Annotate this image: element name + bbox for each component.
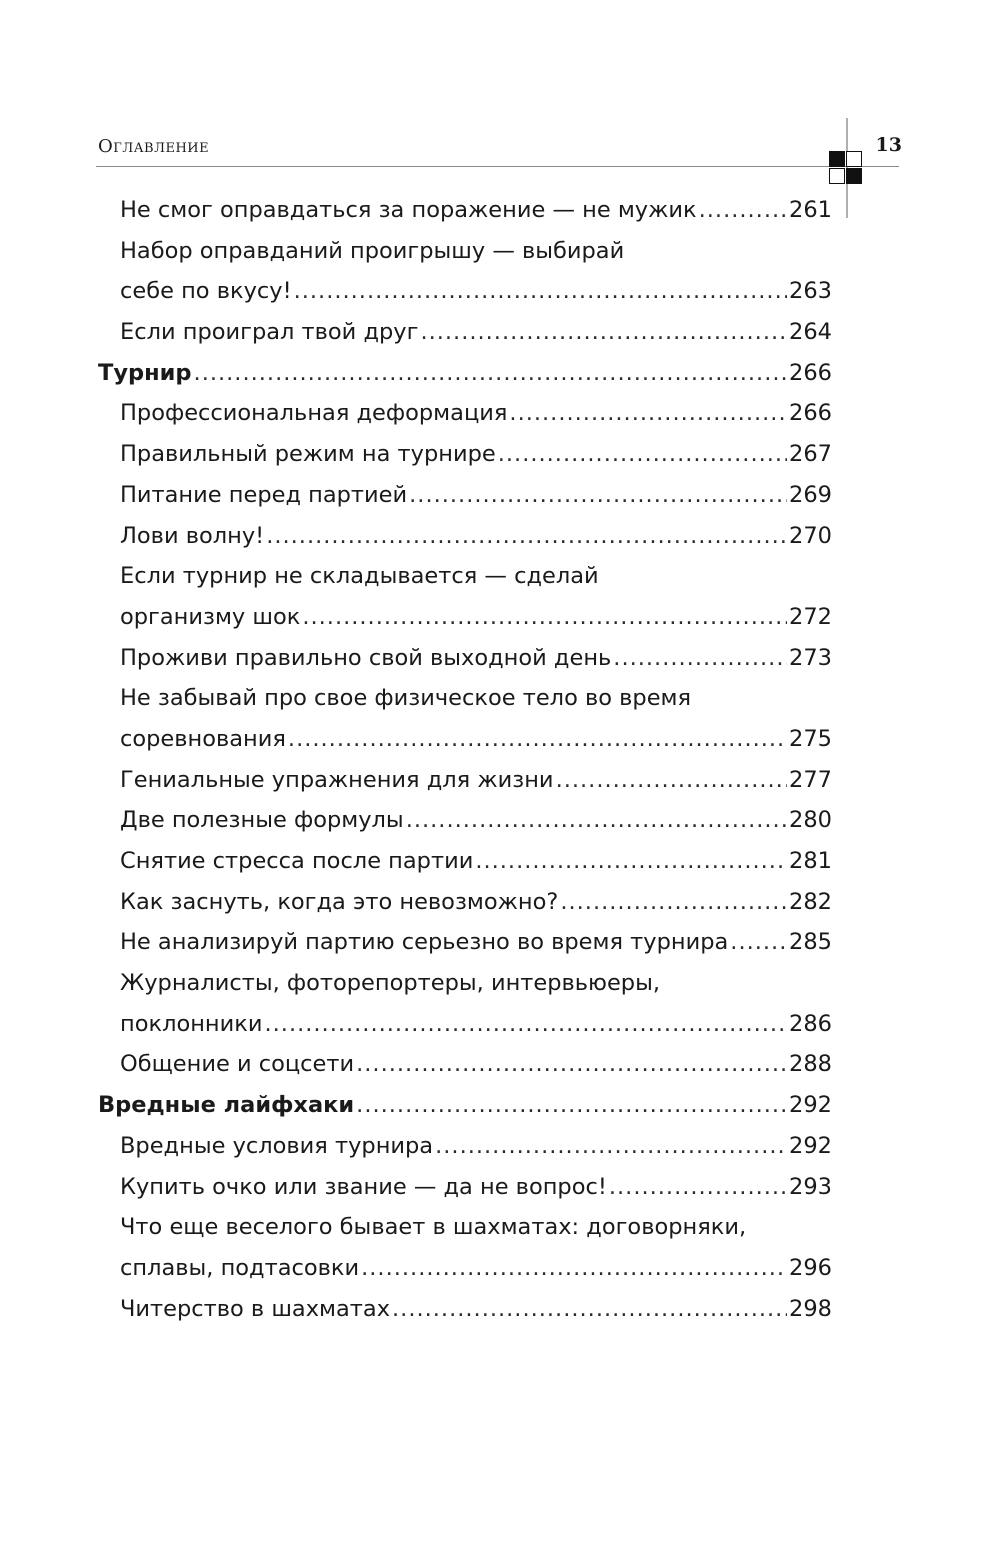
toc-entry[interactable]	[98, 1248, 832, 1289]
toc-entry[interactable]	[98, 393, 832, 434]
toc-entry-title: Правильный режим на турнире	[120, 441, 496, 468]
toc-entry-title: соревнования	[120, 725, 286, 752]
toc-entry[interactable]	[98, 1289, 832, 1330]
toc-entry-title: Общение и соцсети	[120, 1051, 355, 1078]
toc-entry-title: Купить очко или звание — да не вопрос!	[120, 1173, 607, 1200]
toc-entry-title: Снятие стресса после партии	[120, 848, 474, 874]
dot-leader	[288, 719, 787, 760]
toc-entry-title: организму шок	[120, 603, 301, 630]
toc-page-number: 292	[789, 1132, 832, 1159]
toc-page-number: 267	[789, 441, 832, 468]
running-title: Оглавление	[98, 136, 210, 157]
toc-page-number: 296	[789, 1254, 832, 1281]
toc-page-number: 275	[789, 725, 832, 752]
toc-entry-title: Вредные лайфхаки	[98, 1092, 355, 1119]
dot-leader	[302, 597, 787, 638]
toc-entry-title: Питание перед партией	[120, 481, 408, 508]
toc-entry[interactable]	[98, 1004, 832, 1045]
dot-leader	[356, 1085, 787, 1126]
toc-entry-title: Если турнир не складывается — сделай	[120, 563, 599, 590]
toc-entry-title: Не забывай про свое физическое тело во время	[120, 685, 692, 712]
toc-entry[interactable]	[98, 1044, 832, 1085]
toc-entry-title: Не смог оправдаться за поражение — не мужик	[120, 197, 697, 223]
toc-entry[interactable]	[98, 475, 832, 516]
toc-entry-title: Гениальные упражнения для жизни	[120, 766, 554, 793]
toc-entry[interactable]	[98, 1207, 832, 1248]
toc-page-number: 285	[789, 929, 832, 956]
dot-leader	[509, 393, 787, 434]
toc-entry-title: Если проиграл твой друг	[120, 319, 419, 346]
toc-entry[interactable]	[98, 841, 832, 882]
toc-entry-title: Две полезные формулы	[120, 807, 404, 834]
toc-page-number: 286	[789, 1010, 832, 1037]
toc-entry[interactable]	[98, 434, 832, 475]
toc-page-number: 280	[789, 807, 832, 834]
dot-leader	[264, 1004, 787, 1045]
toc-entry-title: Профессиональная деформация	[120, 400, 508, 427]
toc-page-number: 269	[789, 481, 832, 508]
toc-entry[interactable]	[98, 719, 832, 760]
toc-entry[interactable]	[98, 190, 832, 231]
dot-leader	[560, 882, 787, 923]
toc-page-number: 270	[789, 522, 832, 549]
toc-entry[interactable]	[98, 760, 832, 801]
toc-entry-title: Турнир	[98, 359, 192, 386]
dot-leader	[475, 841, 787, 882]
toc-chapter-entry[interactable]	[98, 1085, 832, 1126]
toc-entry-title: Вредные условия турнира	[120, 1132, 434, 1159]
toc-page-number: 266	[789, 400, 832, 427]
dot-leader	[609, 1167, 787, 1208]
toc-page-number: 264	[789, 319, 832, 346]
dot-leader	[556, 760, 787, 801]
toc-entry[interactable]	[98, 516, 832, 557]
toc-entry[interactable]	[98, 556, 832, 597]
toc-page-number: 272	[789, 603, 832, 630]
toc-entry-title: Проживи правильно свой выходной день	[120, 644, 612, 671]
table-of-contents	[98, 190, 832, 1329]
toc-chapter-entry[interactable]	[98, 353, 832, 394]
toc-entry-title: Читерство в шахматах	[120, 1295, 391, 1322]
toc-page-number: 282	[789, 888, 832, 915]
dot-leader	[406, 800, 787, 841]
toc-page-number: 261	[789, 197, 832, 223]
dot-leader	[392, 1289, 787, 1330]
toc-entry[interactable]	[98, 882, 832, 923]
dot-leader	[361, 1248, 787, 1289]
dot-leader	[699, 190, 787, 231]
toc-page-number: 263	[789, 278, 832, 305]
toc-entry-title: поклонники	[120, 1010, 263, 1037]
toc-entry[interactable]	[98, 1126, 832, 1167]
toc-entry-title: Набор оправданий проигрышу — выбирай	[120, 237, 625, 264]
toc-page-number: 292	[789, 1092, 832, 1119]
dot-leader	[730, 922, 787, 963]
toc-entry-title: Журналисты, фоторепортеры, интервьюеры,	[120, 970, 661, 997]
toc-entry[interactable]	[98, 597, 832, 638]
dot-leader	[613, 638, 787, 679]
toc-entry-title: Не анализируй партию серьезно во время турнира	[120, 929, 729, 956]
toc-entry[interactable]	[98, 963, 832, 1004]
dot-leader	[294, 271, 787, 312]
toc-page-number: 288	[789, 1051, 832, 1078]
toc-entry[interactable]	[98, 312, 832, 353]
dot-leader	[420, 312, 787, 353]
dot-leader	[194, 353, 788, 394]
toc-entry[interactable]	[98, 1167, 832, 1208]
toc-page-number: 298	[789, 1295, 832, 1322]
toc-entry[interactable]	[98, 231, 832, 272]
toc-entry-title: себе по вкусу!	[120, 278, 292, 305]
chessboard-icon	[829, 151, 863, 185]
dot-leader	[409, 475, 787, 516]
toc-entry-title: Что еще веселого бывает в шахматах: договорняки,	[120, 1214, 747, 1241]
page-number: 13	[875, 134, 902, 156]
dot-leader	[498, 434, 787, 475]
header-rule	[96, 166, 899, 167]
toc-entry[interactable]	[98, 271, 832, 312]
toc-entry-title: Как заснуть, когда это невозможно?	[120, 888, 559, 915]
toc-entry-title: сплавы, подтасовки	[120, 1254, 360, 1281]
toc-entry[interactable]	[98, 638, 832, 679]
toc-entry[interactable]	[98, 922, 832, 963]
dot-leader	[435, 1126, 787, 1167]
toc-entry[interactable]	[98, 678, 832, 719]
toc-page-number: 266	[789, 359, 832, 386]
toc-entry-title: Лови волну!	[120, 522, 265, 549]
toc-page-number: 293	[789, 1173, 832, 1200]
toc-page-number: 281	[789, 848, 832, 874]
dot-leader	[356, 1044, 787, 1085]
dot-leader	[266, 516, 787, 557]
toc-page-number: 277	[789, 766, 832, 793]
toc-entry[interactable]	[98, 800, 832, 841]
toc-page-number: 273	[789, 644, 832, 671]
